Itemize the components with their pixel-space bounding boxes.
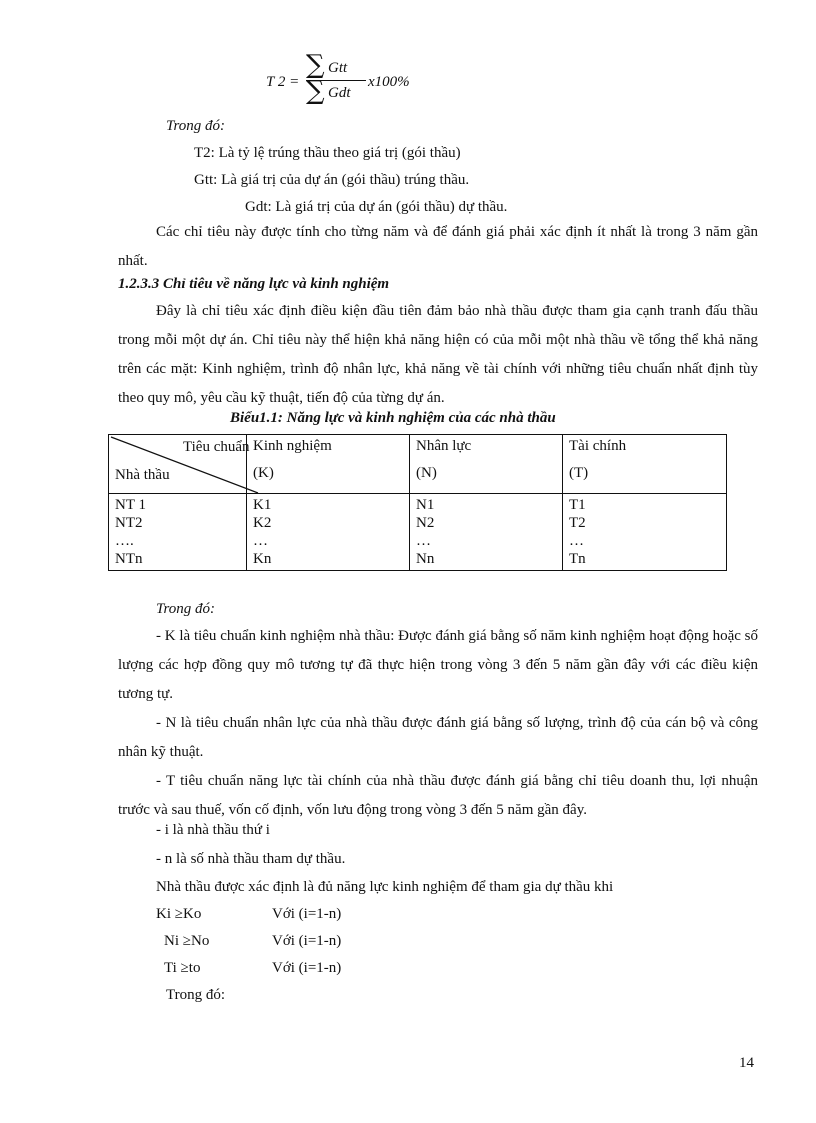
contractor-table: [108, 434, 727, 571]
sum-sign-top: ∑: [306, 50, 325, 80]
paragraph-calculation: Các chỉ tiêu này được tính cho từng năm và để đánh giá phải xác định ít nhất là trong 3 năm gần nhất.: [118, 224, 758, 269]
corner-label-criteria: Tiêu chuẩn: [183, 439, 250, 455]
definition-i: - i là nhà thầu thứ i: [156, 822, 270, 838]
formula-numerator: Gtt: [328, 60, 348, 76]
personnel-column: N1 N2 … Nn: [410, 494, 563, 571]
formula-denominator: Gdt: [328, 85, 351, 101]
table-header-row: [109, 435, 727, 494]
condition-t: Ti ≥to: [164, 960, 201, 976]
where-line-t2: T2: Là tỷ lệ trúng thầu theo giá trị (gói thầu): [194, 145, 461, 161]
table-row: [109, 494, 727, 571]
condition-k-range: Với (i=1-n): [272, 906, 342, 922]
section-heading: 1.2.3.3 Chỉ tiêu về năng lực và kinh nghiệm: [118, 276, 390, 292]
experience-column: K1 K2 … Kn: [247, 494, 410, 571]
definition-k: - K là tiêu chuẩn kinh nghiệm nhà thầu: Được đánh giá bằng số năm kinh nghiệm hoạt động hoặc số lượng các hợp đồng quy mô tương tự đã thực hiện trong vòng 3 đến 5 năm gần đây với các điều kiện tương tự.: [118, 628, 758, 702]
finance-column: T1 T2 … Tn: [563, 494, 727, 571]
definition-n: - N là tiêu chuẩn nhân lực của nhà thầu được đánh giá bằng số lượng, trình độ của cán bộ và công nhân kỹ thuật.: [118, 715, 758, 760]
where-heading-2: Trong đó:: [156, 601, 216, 617]
where-line-gdt: Gdt: Là giá trị của dự án (gói thầu) dự thầu.: [245, 199, 508, 215]
where-line-gtt: Gtt: Là giá trị của dự án (gói thầu) trúng thầu.: [194, 172, 470, 188]
corner-label-contractor: Nhà thầu: [115, 467, 170, 483]
header-experience: Kinh nghiệm (K): [247, 435, 410, 494]
paragraph-intro: Đây là chỉ tiêu xác định điều kiện đầu tiên đảm bảo nhà thầu được tham gia cạnh tranh đấu thầu trong mỗi một dự án. Chỉ tiêu này thể hiện khả năng hiện có của mỗi một nhà thầu về tổng thể khả năng trên các mặt: Kinh nghiệm, trình độ nhân lực, khả năng về tài chính với những tiêu chuẩn nhất định tùy theo quy mô, yêu cầu kỹ thuật, tiến độ của từng dự án.: [118, 303, 758, 406]
corner-cell: [109, 435, 250, 494]
header-finance: Tài chính (T): [563, 435, 727, 494]
where-heading-1: Trong đó:: [166, 118, 226, 134]
condition-n-range: Với (i=1-n): [272, 933, 342, 949]
condition-intro: Nhà thầu được xác định là đủ năng lực kinh nghiệm để tham gia dự thầu khi: [156, 879, 614, 895]
definition-n-count: - n là số nhà thầu tham dự thầu.: [156, 851, 346, 867]
table-caption: Biểu1.1: Năng lực và kinh nghiệm của các nhà thầu: [230, 410, 556, 426]
condition-t-range: Với (i=1-n): [272, 960, 342, 976]
header-personnel: Nhân lực (N): [410, 435, 563, 494]
trailing-where: Trong đó:: [166, 987, 226, 1003]
definition-t: - T tiêu chuẩn năng lực tài chính của nhà thầu được đánh giá bằng chỉ tiêu doanh thu, lợi nhuận trước và sau thuế, vốn cố định, vốn lưu động trong vòng 3 đến 5 năm gần đây.: [118, 773, 758, 818]
condition-n: Ni ≥No: [164, 933, 210, 949]
contractor-column: NT 1 NT2 …. NTn: [109, 494, 247, 571]
condition-k: Ki ≥Ko: [156, 906, 202, 922]
formula-lhs: T 2 =: [266, 74, 300, 90]
page-number: 14: [739, 1055, 754, 1071]
formula-tail: x100%: [368, 74, 410, 90]
sum-sign-bottom: ∑: [306, 76, 325, 106]
